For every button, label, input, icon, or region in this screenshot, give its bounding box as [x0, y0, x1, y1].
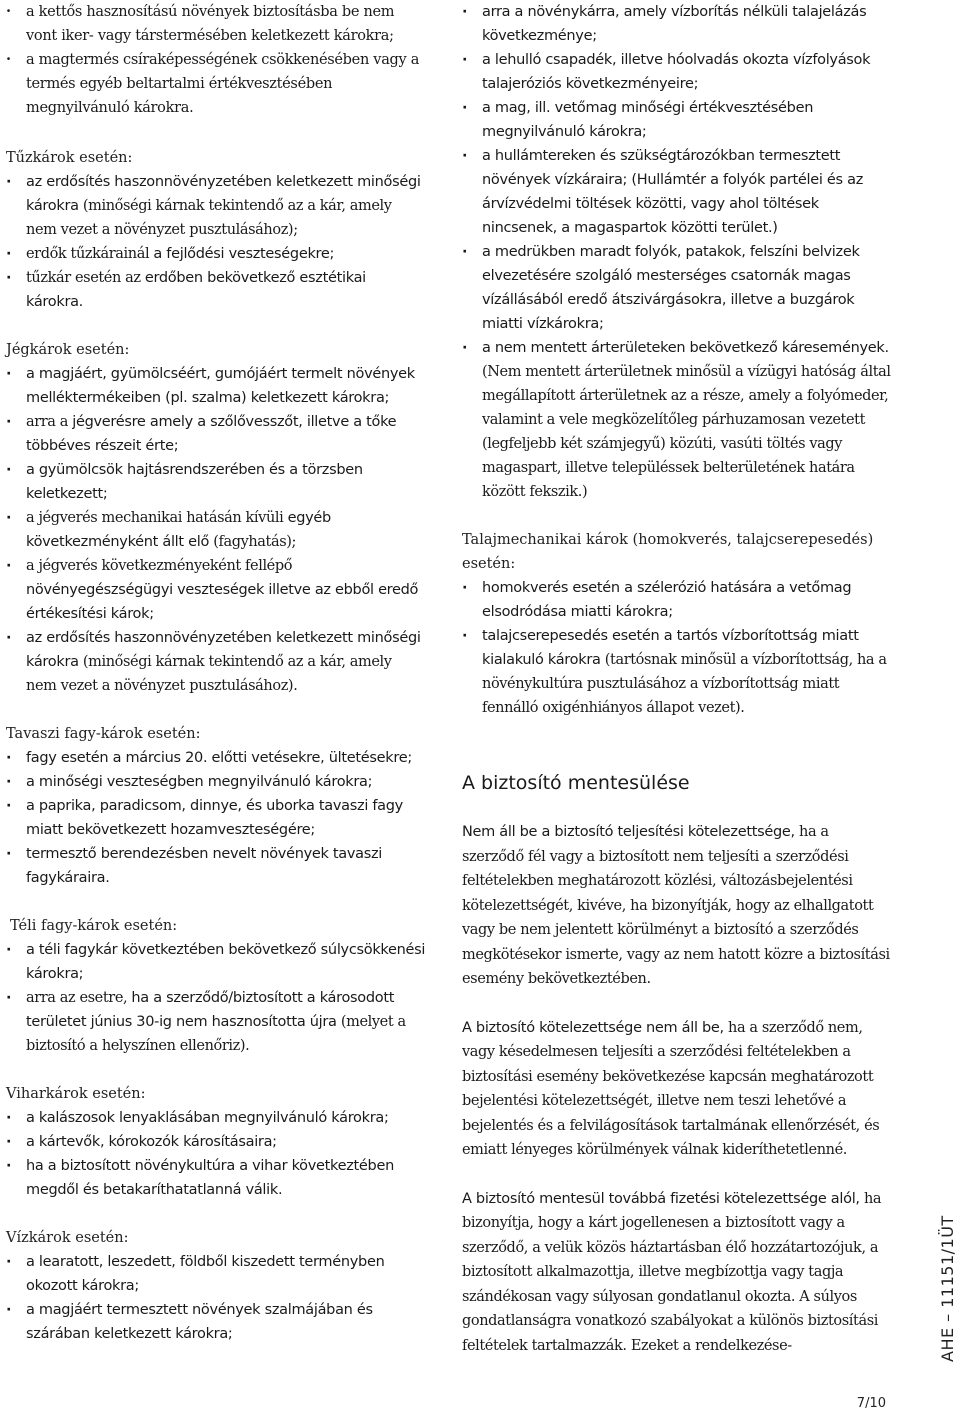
- section-title: Vízkárok esetén:: [6, 1230, 129, 1246]
- section-water-damage: [6, 1226, 426, 1346]
- list-item: · a téli fagykár következtében bekövetkező súlycsökkenési károkra;: [6, 938, 426, 986]
- list-item: · termesztő berendezésben nevelt növények tavaszi fagykáraira.: [6, 842, 426, 890]
- list-item: · a kártevők, kórokozók károsításaira;: [6, 1130, 426, 1154]
- list-item: · erdők tűzkárainál a fejlődési veszteségekre;: [6, 242, 426, 266]
- section-soil-mechanical: [462, 528, 894, 720]
- list-item: · a hullámtereken és szükségtározókban termesztett növények vízkáraira; (Hullámtér a folyók partélei és az árvízvédelmi töltések közötti, vagy ahol töltések nincsenek, a magaspartok közötti terület.): [462, 144, 894, 240]
- right-column: [462, 0, 894, 1358]
- list-item: · tűzkár esetén az erdőben bekövetkező esztétikai károkra.: [6, 266, 426, 314]
- section-fire-damage: [6, 146, 426, 314]
- list-item: · a magjáért termesztett növények szalmájában és szárában keletkezett károkra;: [6, 1298, 426, 1346]
- list-item: · a jégverés mechanikai hatásán kívüli egyéb következményként állt elő (fagyhatás);: [6, 506, 426, 554]
- list-item: · talajcserepesedés esetén a tartós vízborítottság miatt kialakuló károkra (tartósnak minősül a vízborítottság, ha a növénykultúra pusztulásához a vízborítottság miatt fennálló oxigénhiányos állapot vezet).: [462, 624, 894, 720]
- section-title: Téli fagy-károk esetén:: [10, 918, 178, 934]
- list-item: · arra a növénykárra, amely vízborítás nélküli talajelázás következménye;: [462, 0, 894, 48]
- section-winter-frost: [6, 914, 426, 1058]
- section-hail-damage: [6, 338, 426, 698]
- list-item: · a magtermés csíraképességének csökkenésében vagy a termés egyéb beltartalmi értékvesztésében megnyilvánuló károkra.: [6, 48, 426, 120]
- document-code: AHE – 11151/1ÜT: [938, 1215, 957, 1362]
- section-title: Talajmechanikai károk (homokverés, talajcserepesedés) esetén:: [462, 532, 874, 572]
- left-column: [6, 0, 426, 1346]
- list-item: · a learatott, leszedett, földből kiszedett terményben okozott károkra;: [6, 1250, 426, 1298]
- section-heading: A biztosító mentesülése: [462, 772, 690, 794]
- list-item: · arra az esetre, ha a szerződő/biztosított a károsodott területet június 30-ig nem hasznosította újra (melyet a biztosító a helyszínen ellenőriz).: [6, 986, 426, 1058]
- list-item: · az erdősítés haszonnövényzetében keletkezett minőségi károkra (minőségi kárnak tekintendő az a kár, amely nem vezet a növényzet pusztulásához);: [6, 170, 426, 242]
- list-item: · arra a jégverésre amely a szőlővesszőt, illetve a tőke többéves részeit érte;: [6, 410, 426, 458]
- paragraph: A biztosító kötelezettsége nem áll be, ha a szerződő nem, vagy késedelmesen teljesíti a szerződési feltételekben a biztosítási esemény bekövetkezése kapcsán meghatározott bejelentési kötelezettségét, illetve nem teszi lehetővé a bejelentés és a felvilágosítások tartalmának ellenőrzését, és emiatt lényeges körülmények válnak kideríthetetlenné.: [462, 1019, 880, 1158]
- page-number: 7/10: [856, 1396, 886, 1411]
- list-item: · a kalászosok lenyaklásában megnyilvánuló károkra;: [6, 1106, 426, 1130]
- section-storm-damage: [6, 1082, 426, 1202]
- list-item: · a paprika, paradicsom, dinnye, és uborka tavaszi fagy miatt bekövetkezett hozamveszteségére;: [6, 794, 426, 842]
- list-item: · a kettős hasznosítású növények biztosításba be nem vont iker- vagy társtermésében keletkezett károkra;: [6, 0, 426, 48]
- list-item: · ha a biztosított növénykultúra a vihar következtében megdől és betakaríthatatlanná válik.: [6, 1154, 426, 1202]
- list-item: · az erdősítés haszonnövényzetében keletkezett minőségi károkra (minőségi kárnak tekintendő az a kár, amely nem vezet a növényzet pusztulásához).: [6, 626, 426, 698]
- list-item: · a lehulló csapadék, illetve hóolvadás okozta vízfolyások talajeróziós következményeire;: [462, 48, 894, 96]
- intro-list: [6, 0, 426, 120]
- section-title: Viharkárok esetén:: [6, 1086, 146, 1102]
- list-item: · a mag, ill. vetőmag minőségi értékvesztésében megnyilvánuló károkra;: [462, 96, 894, 144]
- section-title: Tavaszi fagy-károk esetén:: [6, 726, 201, 742]
- list-item: · a nem mentett árterületeken bekövetkező káresemények. (Nem mentett árterületnek minősül a vízügyi hatóság által megállapított árterületnek az a része, amely a folyómeder, valamint a vele megközelítőleg párhuzamosan vezetett (legfeljebb két számjegyű) közúti, vasúti töltés vagy magaspart, illetve településsek belterületének határa között fekszik.): [462, 336, 894, 504]
- list-item: · a gyümölcsök hajtásrendszerében és a törzsben keletkezett;: [6, 458, 426, 506]
- list-item: · a medrükben maradt folyók, patakok, felszíni belvizek elvezetésére szolgáló mesterséges csatornák magas vízállásából eredő átszivárgásokra, illetve a buzgárok miatti vízkárokra;: [462, 240, 894, 336]
- list-item: · a jégverés következményeként fellépő növényegészségügyi veszteségek illetve az ebből eredő értékesítési károk;: [6, 554, 426, 626]
- paragraph: Nem áll be a biztosító teljesítési kötelezettsége, ha a szerződő fél vagy a biztosított nem teljesíti a szerződési feltételekben meghatározott közlési, változásbejelentési kötelezettségét, kivéve, ha bizonyítják, hogy az elhallgatott vagy be nem jelentett körülményt a biztosító a szerződés megkötésekor ismerte, vagy az nem hatott közre a biztosítási esemény bekövetkeztében.: [462, 824, 890, 987]
- section-spring-frost: [6, 722, 426, 890]
- water-damage-continued: [462, 0, 894, 504]
- list-item: · fagy esetén a március 20. előtti vetésekre, ültetésekre;: [6, 746, 426, 770]
- section-title: Jégkárok esetén:: [6, 342, 130, 358]
- paragraph: A biztosító mentesül továbbá fizetési kötelezettsége alól, ha bizonyítja, hogy a kárt jogellenesen a biztosított vagy a szerződő, a velük közös háztartásban élő hozzátartozójuk, a biztosított alkalmazottja, illetve megbízottja vagy tagja szándékosan vagy súlyosan gondatlanul okozta. A súlyos gondatlanságra vonatkozó szabályokat a különös biztosítási feltételek tartalmazzák. Ezeket a rendelkezése-: [462, 1190, 882, 1354]
- section-title: Tűzkárok esetén:: [6, 150, 133, 166]
- list-item: · a minőségi veszteségben megnyilvánuló károkra;: [6, 770, 426, 794]
- list-item: · homokverés esetén a szélerózió hatására a vetőmag elsodródása miatti károkra;: [462, 576, 894, 624]
- list-item: · a magjáért, gyümölcséért, gumójáért termelt növények melléktermékeiben (pl. szalma) keletkezett károkra;: [6, 362, 426, 410]
